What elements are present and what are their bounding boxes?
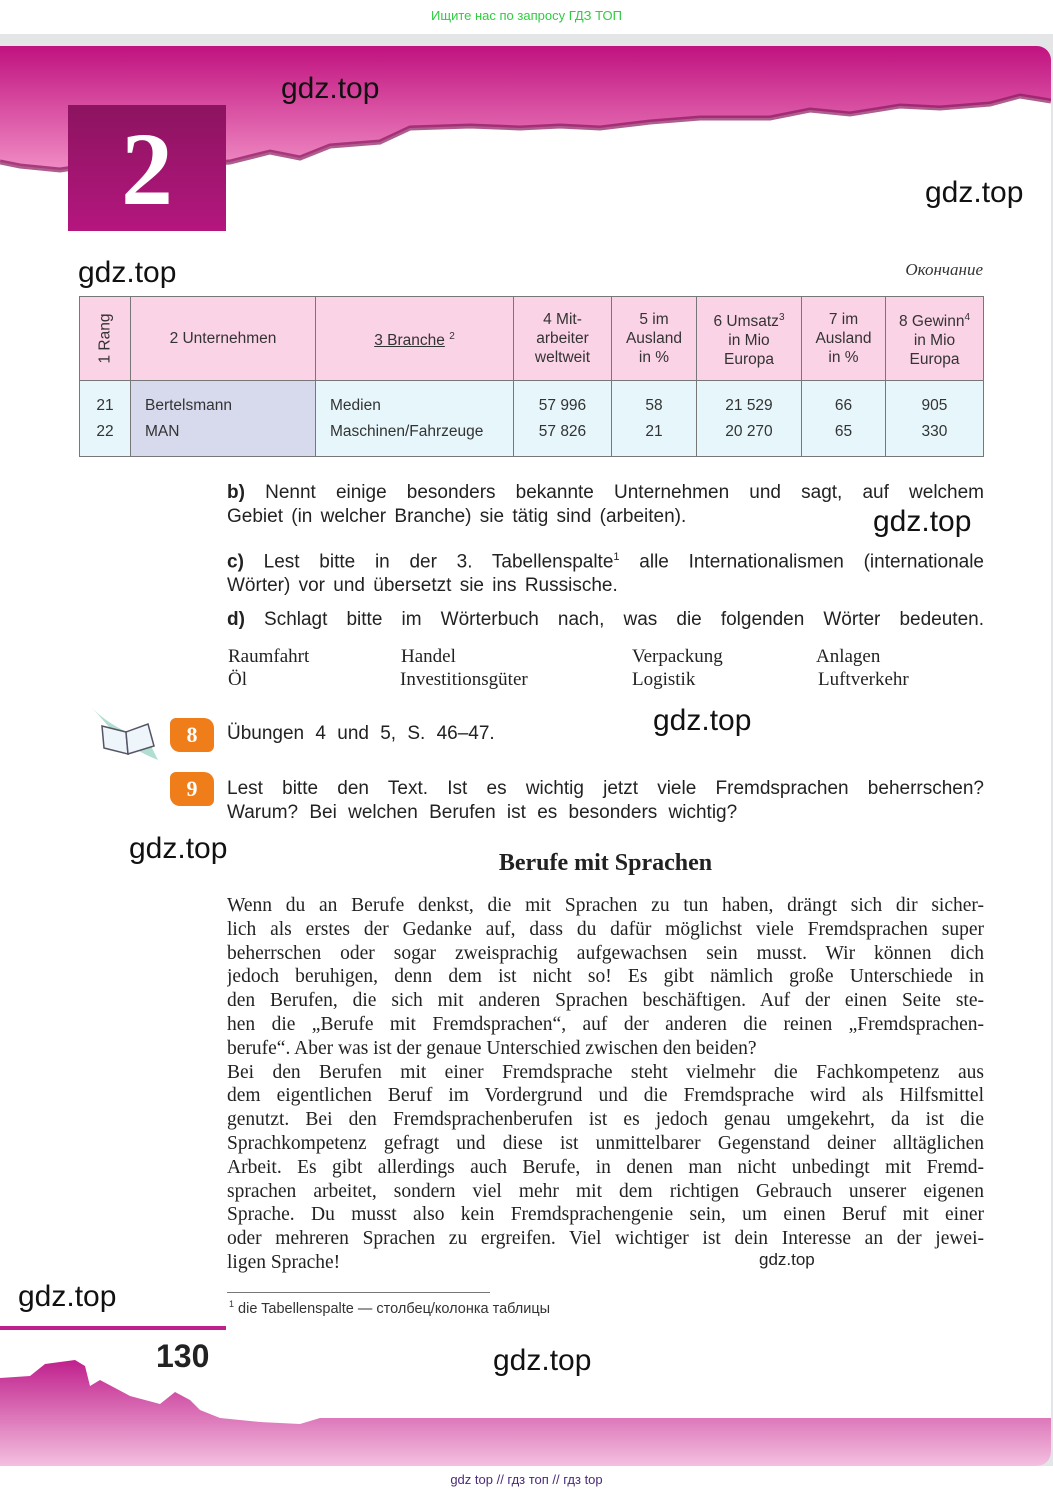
continuation-label: Окончание xyxy=(905,260,983,279)
table-header-row xyxy=(80,297,984,381)
watermark: gdz.top xyxy=(759,1250,815,1269)
word: Anlagen xyxy=(816,646,881,667)
task-b: b) Nennt einige besonders bekannte Unternehmen und sagt, auf welchem Gebiet (in welcher Branche) sie tätig sind (arbeiten). xyxy=(227,482,984,527)
text-title: Berufe mit Sprachen xyxy=(498,850,713,876)
header-ausland-1: 5 im Ausland in % xyxy=(611,297,696,381)
bottom-links[interactable]: gdz top // гдз топ // гдз top xyxy=(450,1472,603,1487)
site-banner[interactable]: Ищите нас по запросу ГДЗ ТОП xyxy=(431,8,622,23)
cell-gewinn: 905 330 xyxy=(885,381,983,457)
word: Handel xyxy=(401,646,456,667)
word: Öl xyxy=(228,669,247,690)
exercise-9: Lest bitte den Text. Ist es wichtig jetzt viele Fremdsprachen beherrschen? Warum? Bei welchen Berufen ist es besonders wichtig? xyxy=(227,778,984,823)
watermark: gdz.top xyxy=(925,176,1024,209)
chapter-number: 2 xyxy=(68,105,226,231)
word: Raumfahrt xyxy=(228,646,310,667)
page-number-rule xyxy=(0,1326,226,1330)
cell-unternehmen: Bertelsmann MAN xyxy=(130,381,315,457)
cell-rang: 21 22 xyxy=(80,381,131,457)
table-body-row xyxy=(80,381,984,457)
cell-ausland-2: 66 65 xyxy=(801,381,885,457)
word: Luftverkehr xyxy=(818,669,909,690)
header-ausland-2: 7 im Ausland in % xyxy=(801,297,885,381)
exercise-8-badge: 8 xyxy=(170,718,214,752)
cell-branche: Medien Maschinen/Fahrzeuge xyxy=(315,381,513,457)
footnote: $^1$ die Tabellenspalte — столбец/колонка таблицы xyxy=(229,1299,551,1317)
reading-text: Wenn du an Berufe denkst, die mit Sprachen zu tun haben, drängt sich dir sicher- lich als erstes der Gedanke auf, dass du dafür möglichst viele Fremdsprachen super beherrschen oder sogar zweisprachig aufgewachsen sein musst. Wir können dich jedoch beruhigen, denn dem ist nicht so! Es gibt nämlich große Unterschiede in den Berufen, die sich mit anderen Sprachen beschäftigen. Auf der einen Seite ste- hen die „Berufe mit Fremdsprachen“, auf der anderen die reinen „Fremdsprachen- berufe“. Aber was ist der genaue Unterschied zwischen den beiden? Bei den Berufen mit einer Fremdsprache steht vielmehr die Fachkompetenz aus dem eigentlichen Beruf im Vordergrund und die Fremdsprache wird als Hilfsmittel genutzt. Bei den Fremdsprachenberufen ist es jedoch genau umgekehrt, da ist die Sprachkompetenz gefragt und diese ist unmittelbarer Gegenstand deiner alltäglichen Arbeit. Es gibt allerdings auch Berufe, in denen man nicht unbedingt mit Fremd- sprachen arbeitet, sondern viel mehr mit dem richtigen Gebrauch unserer eigenen Sprache. Du musst also kein Fremdsprachengenie sein, um einen Beruf mit einer oder mehreren Sprachen zu ergreifen. Viel wichtiger ist dein Interesse an der jewei- ligen Sprache! xyxy=(227,895,984,1273)
header-rang: 1 Rang xyxy=(80,297,131,381)
word: Investitionsgüter xyxy=(400,669,528,690)
word: Logistik xyxy=(632,669,696,690)
header-branche: 3 Branche $^2$ xyxy=(315,297,513,381)
book-icon xyxy=(88,704,162,764)
exercise-8: Übungen 4 und 5, S. 46–47. xyxy=(227,723,495,744)
header-gewinn: 8 Gewinn$^4$ in Mio Europa xyxy=(885,297,983,381)
header-unternehmen: 2 Unternehmen xyxy=(130,297,315,381)
footnote-divider xyxy=(227,1292,490,1293)
cell-umsatz: 21 529 20 270 xyxy=(696,381,801,457)
task-c: c) Lest bitte in der 3. Tabellenspalte$^1$ alle Internationalismen (internationale Wörter) vor und übersetzt sie ins Russische. xyxy=(227,551,985,597)
watermark: gdz.top xyxy=(78,256,177,289)
exercise-9-badge: 9 xyxy=(170,772,214,806)
watermark: gdz.top xyxy=(493,1344,592,1377)
task-d: d) Schlagt bitte im Wörterbuch nach, was die folgenden Wörter bedeuten. xyxy=(227,609,984,630)
word: Verpackung xyxy=(632,646,723,667)
companies-table xyxy=(79,296,984,457)
watermark: gdz.top xyxy=(129,832,228,865)
watermark: gdz.top xyxy=(653,704,752,737)
page-number: 130 xyxy=(156,1338,210,1374)
header-mitarbeiter: 4 Mit- arbeiter weltweit xyxy=(513,297,611,381)
watermark: gdz.top xyxy=(281,72,380,105)
cell-ausland-1: 58 21 xyxy=(611,381,696,457)
header-umsatz: 6 Umsatz$^3$ in Mio Europa xyxy=(696,297,801,381)
cell-mitarbeiter: 57 996 57 826 xyxy=(513,381,611,457)
watermark: gdz.top xyxy=(873,505,972,538)
watermark: gdz.top xyxy=(18,1280,117,1313)
